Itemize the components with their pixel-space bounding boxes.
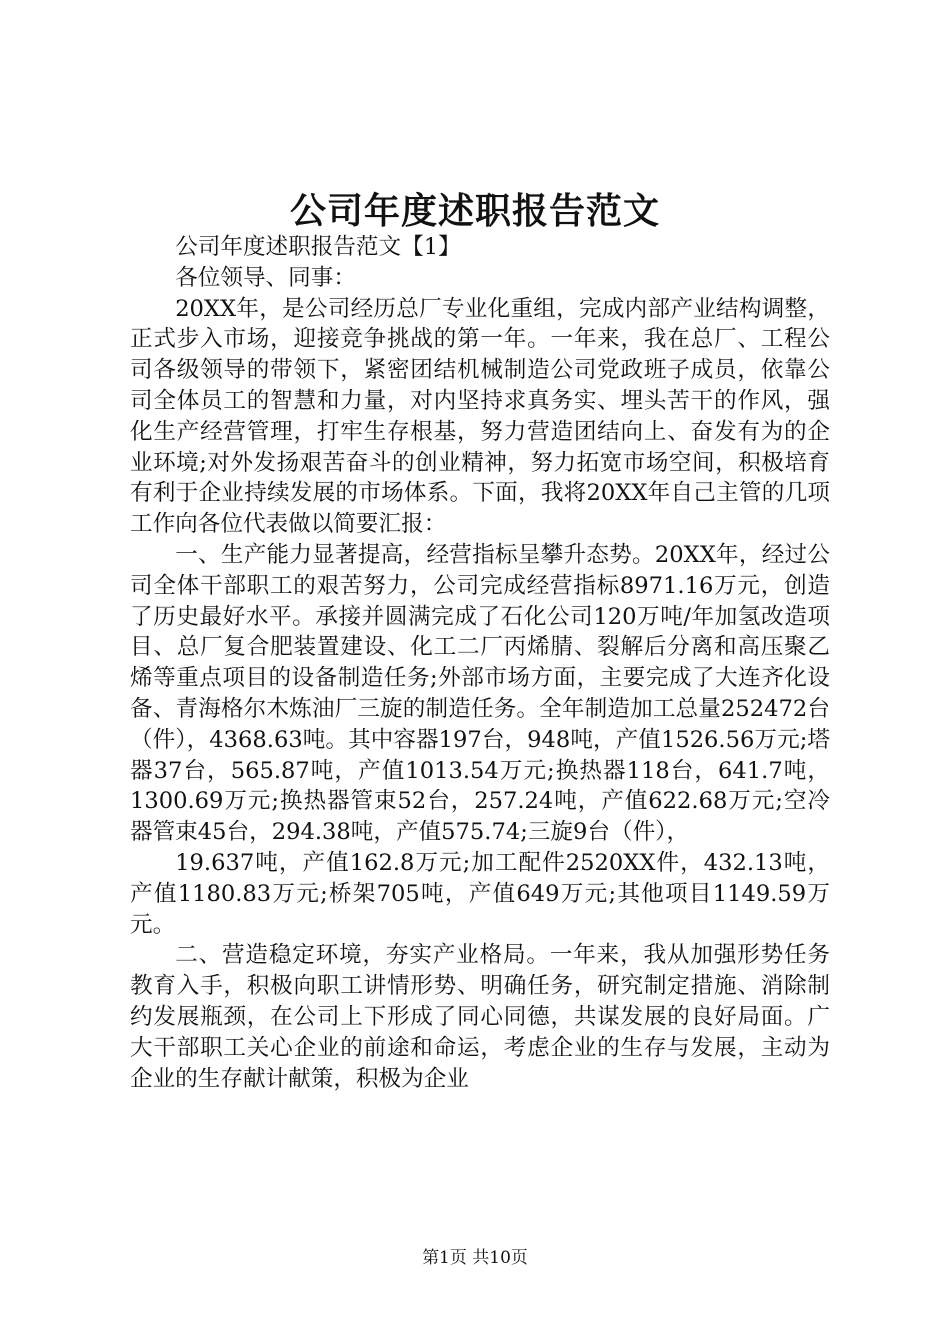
document-body [130, 232, 830, 1094]
paragraph: 20XX年，是公司经历总厂专业化重组，完成内部产业结构调整，正式步入市场，迎接竞争挑战的第一年。一年来，我在总厂、工程公司各级领导的带领下，紧密团结机械制造公司党政班子成员，依靠公司全体员工的智慧和力量，对内坚持求真务实、埋头苦干的作风，强化生产经营管理，打牢生存根基，努力营造团结向上、奋发有为的企业环境;对外发扬艰苦奋斗的创业精神，努力拓宽市场空间，积极培育有利于企业持续发展的市场体系。下面，我将20XX年自己主管的几项工作向各位代表做以简要汇报： [130, 295, 830, 538]
page-number-footer: 第1页 共10页 [422, 1248, 528, 1268]
section-heading: 公司年度述职报告范文【1】 [175, 234, 461, 260]
salutation: 各位领导、同事： [175, 264, 356, 291]
paragraph: 19.637吨，产值162.8万元;加工配件2520XX件，432.13吨，产值1180.83万元;桥架705吨，产值649万元;其他项目1149.59万元。 [130, 849, 830, 938]
paragraph: 二、营造稳定环境，夯实产业格局。一年来，我从加强形势任务教育入手，积极向职工讲情形势、明确任务，研究制定措施、消除制约发展瓶颈，在公司上下形成了同心同德，共谋发展的良好局面。广大干部职工关心企业的前途和命运，考虑企业的生存与发展，主动为企业的生存献计献策，积极为企业 [130, 942, 830, 1092]
document-title: 公司年度述职报告范文 [289, 190, 660, 232]
paragraph: 一、生产能力显著提高，经营指标呈攀升态势。20XX年，经过公司全体干部职工的艰苦努力，公司完成经营指标8971.16万元，创造了历史最好水平。承接并圆满完成了石化公司120万吨/年加氢改造项目、总厂复合肥装置建设、化工二厂丙烯腈、裂解后分离和高压聚乙烯等重点项目的设备制造任务;外部市场方面，主要完成了大连齐化设备、青海格尔木炼油厂三旋的制造任务。全年制造加工总量252472台（件），4368.63吨。其中容器197台，948吨，产值1526.56万元;塔器37台，565.87吨，产值1013.54万元;换热器118台，641.7吨，1300.69万元;换热器管束52台，257.24吨，产值622.68万元;空冷器管束45台，294.38吨，产值575.74;三旋9台（件）， [130, 541, 830, 846]
